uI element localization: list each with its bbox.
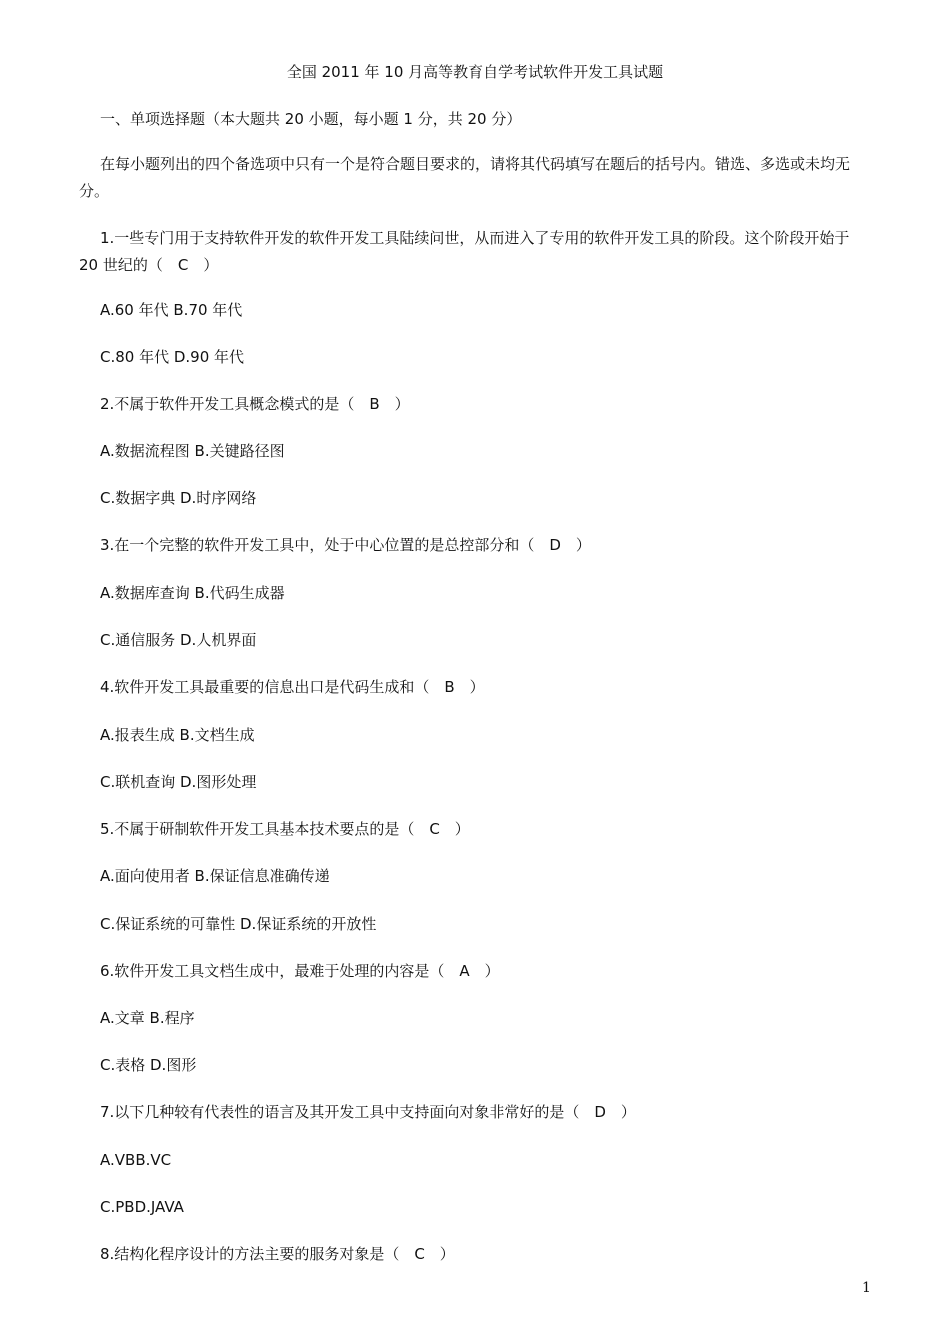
question-2-options-cd: C.数据字典 D.时序网络 — [100, 489, 257, 507]
question-3: 3.在一个完整的软件开发工具中，处于中心位置的是总控部分和（ D ） — [100, 536, 591, 554]
section-heading: 一、单项选择题（本大题共 20 小题，每小题 1 分，共 20 分） — [100, 110, 522, 128]
question-6-options-ab: A.文章 B.程序 — [100, 1009, 195, 1027]
question-8: 8.结构化程序设计的方法主要的服务对象是（ C ） — [100, 1245, 455, 1263]
question-5-options-ab: A.面向使用者 B.保证信息准确传递 — [100, 867, 330, 885]
question-1-options-ab: A.60 年代 B.70 年代 — [100, 301, 243, 319]
question-4: 4.软件开发工具最重要的信息出口是代码生成和（ B ） — [100, 678, 485, 696]
question-4-options-ab: A.报表生成 B.文档生成 — [100, 726, 255, 744]
question-2-options-ab: A.数据流程图 B.关键路径图 — [100, 442, 285, 460]
question-5: 5.不属于研制软件开发工具基本技术要点的是（ C ） — [100, 820, 470, 838]
question-6-options-cd: C.表格 D.图形 — [100, 1056, 197, 1074]
question-7: 7.以下几种较有代表性的语言及其开发工具中支持面向对象非常好的是（ D ） — [100, 1103, 636, 1121]
page-number: 1 — [862, 1280, 871, 1296]
question-1 — [79, 225, 869, 279]
question-7-options-ab: A.VBB.VC — [100, 1151, 172, 1169]
question-4-options-cd: C.联机查询 D.图形处理 — [100, 773, 257, 791]
question-7-options-cd: C.PBD.JAVA — [100, 1198, 184, 1216]
page-title: 全国 2011 年 10 月高等教育自学考试软件开发工具试题 — [286, 63, 664, 81]
instruction-paragraph — [79, 151, 869, 205]
question-2: 2.不属于软件开发工具概念模式的是（ B ） — [100, 395, 410, 413]
question-6: 6.软件开发工具文档生成中，最难于处理的内容是（ A ） — [100, 962, 500, 980]
question-5-options-cd: C.保证系统的可靠性 D.保证系统的开放性 — [100, 915, 377, 933]
question-3-options-ab: A.数据库查询 B.代码生成器 — [100, 584, 285, 602]
question-1-options-cd: C.80 年代 D.90 年代 — [100, 348, 245, 366]
question-3-options-cd: C.通信服务 D.人机界面 — [100, 631, 257, 649]
instruction-text: 在每小题列出的四个备选项中只有一个是符合题目要求的，请将其代码填写在题后的括号内。错选、多选或未均无分。 — [79, 155, 851, 200]
question-1-text: 1.一些专门用于支持软件开发的软件开发工具陆续问世，从而进入了专用的软件开发工具的阶段。这个阶段开始于 20 世纪的（ C ） — [79, 229, 850, 274]
